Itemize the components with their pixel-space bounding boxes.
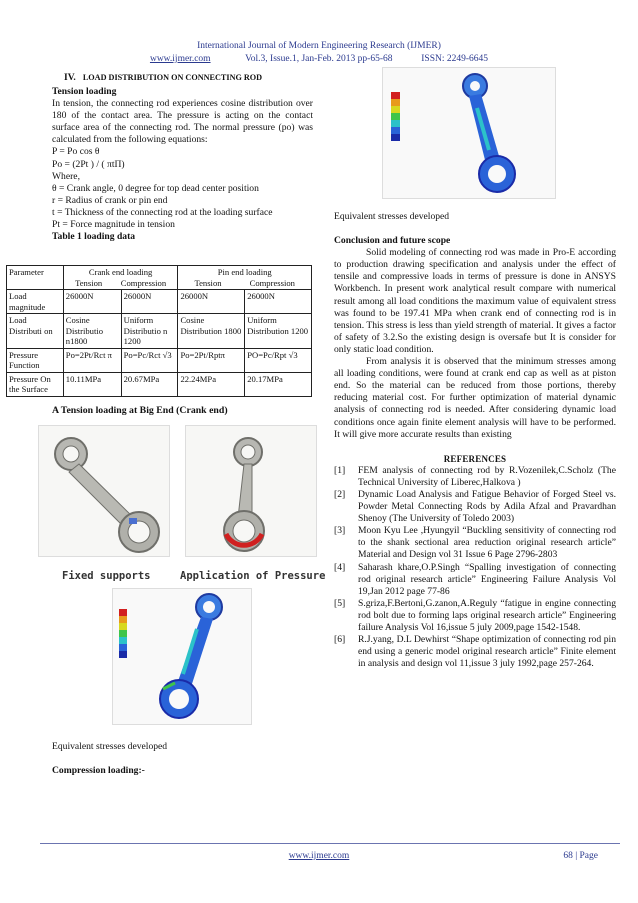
equivalent-stress-caption-right: Equivalent stresses developed (334, 211, 450, 222)
definition-4: Pt = Force magnitude in tension (52, 219, 175, 231)
table-row: Load Distributi on Cosine Distributio n1800 Uniform Distributio n 1200 Cosine Distribution 1800 Uniform Distribution 1200 (7, 314, 312, 349)
table-row: Load magnitude 26000N 26000N 26000N 26000N (7, 290, 312, 314)
figure-a-title: A Tension loading at Big End (Crank end) (52, 405, 228, 416)
right-column (334, 211, 616, 670)
reference-item: [6] R.J.yang, D.L Dewhirst “Shape optimization of connecting rod pin end using a generic model original research article” Finite element in analysis and design vol 11,issue 3 july 1992,page 257-264. (334, 634, 616, 670)
equation-1: P = Po cos θ (52, 146, 100, 158)
fixed-supports-caption: Fixed supports (62, 570, 151, 582)
references-heading: REFERENCES (443, 453, 507, 464)
definition-2: r = Radius of crank or pin end (52, 194, 168, 206)
journal-site-link[interactable]: www.ijmer.com (149, 54, 211, 64)
stress-contour-icon (113, 589, 251, 724)
reference-item: [5] S.griza,F.Bertoni,G.zanon,A.Reguly “fatigue in engine connecting rod bolt due to forming laps original research article” Engineering failure Analysis Vol 16,issue 5 july 2009,page 1542-1548. (334, 597, 616, 633)
reference-item: [4] Saharash khare,O.P.Singh “Spalling investigation of connecting rod original research article” Engineering Failure Analysis Vol 19,Jan 2012 page 77-86 (334, 561, 616, 597)
footer-page-number: 68 | Page (563, 851, 598, 861)
definition-1: θ = Crank angle, 0 degree for top dead center position (52, 182, 259, 194)
references-list (334, 465, 616, 671)
tension-paragraph: In tension, the connecting rod experiences cosine distribution over 180 of the contact area. The pressure is acting on the contact surface area of the connecting rod. The normal pressure (po) was calculated from the following equations: (52, 98, 313, 146)
left-column (52, 86, 313, 243)
loading-data-table (6, 265, 312, 397)
application-of-pressure-caption: Application of Pressure (180, 570, 326, 582)
journal-issn: ISSN: 2249-6645 (421, 54, 489, 64)
reference-item: [3] Moon Kyu Lee ,Hyungyil “Buckling sensitivity of connecting rod to the shank sectional area reduction original research article” Material and Design vol 31 Issue 6 Page 2796-2803 (334, 525, 616, 561)
journal-volume: Vol.3, Issue.1, Jan-Feb. 2013 pp-65-68 (245, 54, 393, 64)
compression-heading: Compression loading:- (52, 765, 145, 777)
conclusion-heading: Conclusion and future scope (334, 235, 451, 247)
journal-meta (0, 53, 638, 65)
equation-2: Po = (2Pt ) / ( πtΠ) (52, 158, 125, 170)
reference-item: [1] FEM analysis of connecting rod by R.Vozenilek,C.Scholz (The Technical University of Liberec,Halkova ) (334, 464, 616, 488)
equivalent-stress-image-left (112, 588, 252, 725)
footer-divider (40, 843, 620, 844)
table-title: Table 1 loading data (52, 231, 136, 243)
stress-contour-icon (383, 68, 555, 198)
footer-site-link[interactable]: www.ijmer.com (288, 851, 350, 861)
definition-3: t = Thickness of the connecting rod at the loading surface (52, 206, 273, 218)
table-header-pin: Pin end loading Tension Compression (178, 266, 312, 290)
table-row: Pressure On the Surface 10.11MPa 20.67MPa 22.24MPa 20.17MPa (7, 372, 312, 396)
reference-item: [2] Dynamic Load Analysis and Fatigue Behavior of Forged Steel vs. Powder Metal Connecting Rods by Adila Afzal and Pravardhan Shenoy (The University of Toledo 2003) (334, 488, 616, 525)
connecting-rod-pressure-icon (186, 426, 316, 556)
table-row: Pressure Function Po=2Pt/Rct π Po=Pc/Rct √3 Po=2Pt/Rptπ PO=Pc/Rpt √3 (7, 348, 312, 372)
application-of-pressure-image (185, 425, 317, 557)
conclusion-paragraph-1: Solid modeling of connecting rod was made in Pro-E according to production drawing specification and analysis under the effect of tensile and compressive loads in terms of pressure is done in ANSYS Workbench. In present work analytical result compare with numerical result among all load conditions the maximum value of equivalent stress was found to be 197.41 MPa when crank end of connecting rod is in tension. This stress is less than yield strength of material. It gives a factor of safety of 3.2.So the existing design is oversafe but It is consider for only static load condition. (334, 247, 616, 355)
section-heading: IV. LOAD DISTRIBUTION ON CONNECTING ROD (64, 73, 263, 83)
journal-title: International Journal of Modern Engineering Research (IJMER) (197, 41, 441, 51)
left-bottom-text (52, 741, 313, 777)
conclusion-paragraph-2: From analysis it is observed that the minimum stresses among all loading conditions, were found at crank end cap as well as at piston end. So the material can be reduced from those portions, thereby reducing material cost. For further optimization of material dynamic analysis of connecting rod is needed. After considering dynamic load conditions once again finite element analysis will have to be performed. It will give more accurate results than existing (334, 356, 616, 440)
table-header-row (7, 266, 312, 290)
table-header-crank: Crank end loading Tension Compression (63, 266, 178, 290)
equivalent-stress-caption-left: Equivalent stresses developed (52, 741, 168, 752)
table-header-param: Parameter (7, 266, 64, 290)
where-label: Where, (52, 170, 80, 182)
connecting-rod-grey-icon (39, 426, 169, 556)
fixed-supports-image (38, 425, 170, 557)
equivalent-stress-image-right (382, 67, 556, 199)
tension-heading: Tension loading (52, 86, 117, 97)
